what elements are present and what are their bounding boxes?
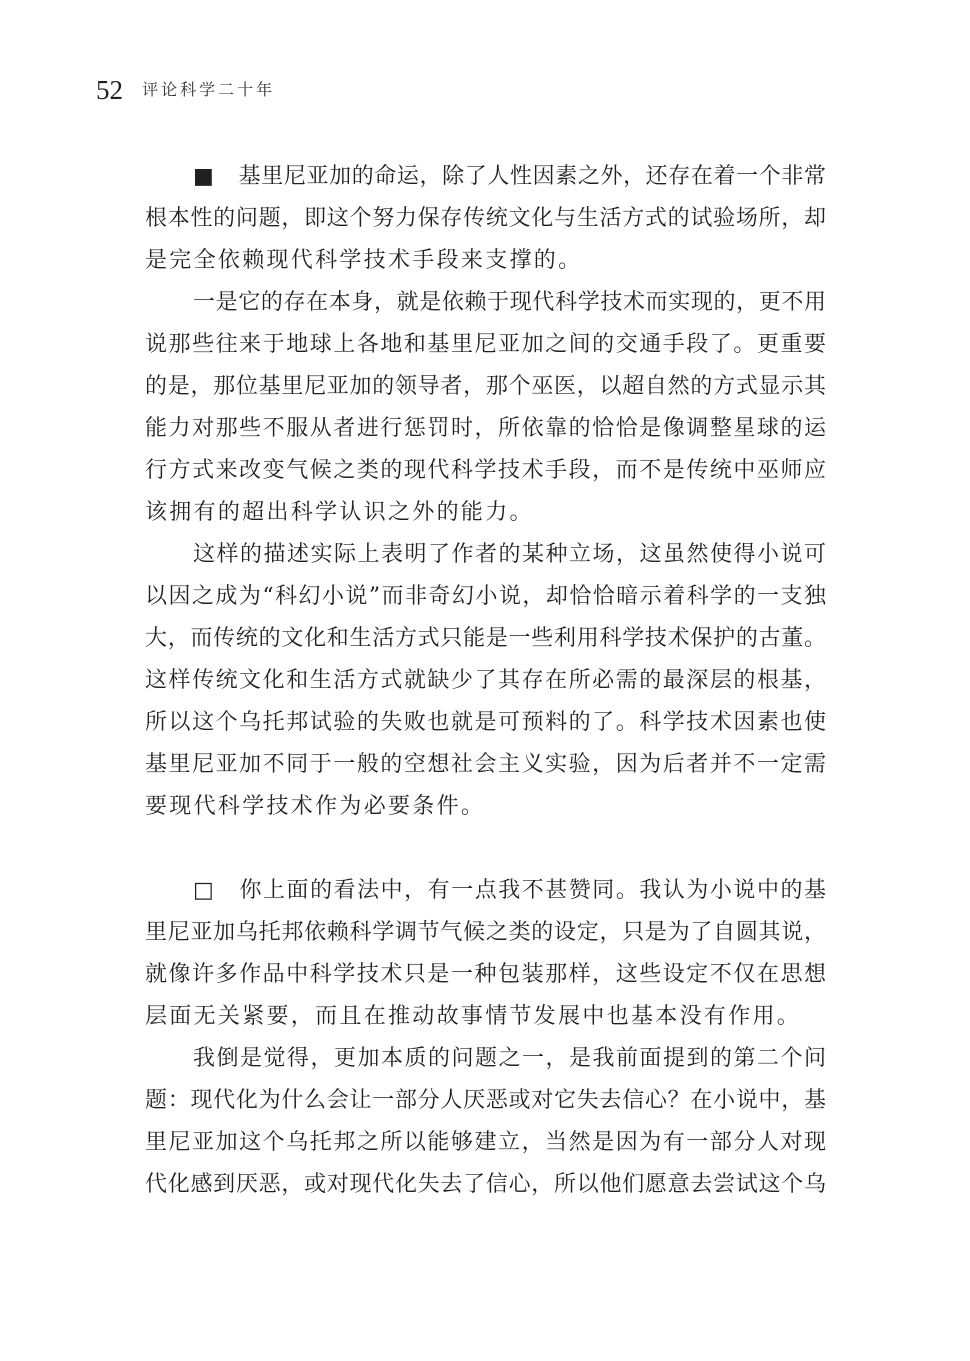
text-line: 根本性的问题，即这个努力保存传统文化与生活方式的试验场所，却: [145, 206, 826, 231]
text-line: 题：现代化为什么会让一部分人厌恶或对它失去信心？在小说中，基: [145, 1088, 826, 1113]
text-line: 要现代科学技术作为必要条件。: [145, 794, 486, 819]
text-line: 里尼亚加乌托邦依赖科学调节气候之类的设定，只是为了自圆其说，: [145, 920, 826, 945]
paragraph: [145, 534, 826, 828]
text-line: 这样传统文化和生活方式就缺少了其存在所必需的最深层的根基，: [145, 668, 826, 693]
text-line: 里尼亚加这个乌托邦之所以能够建立，当然是因为有一部分人对现: [145, 1130, 826, 1155]
text-line: 所以这个乌托邦试验的失败也就是可预料的了。科学技术因素也使: [145, 710, 826, 735]
text-line: 这样的描述实际上表明了作者的某种立场，这虽然使得小说可: [193, 542, 826, 567]
hollow-square-marker: □: [193, 878, 214, 903]
paragraph: [145, 156, 826, 282]
text-line: [145, 156, 826, 198]
text-line-content: 基里尼亚加的命运，除了人性因素之外，还存在着一个非常: [238, 164, 826, 189]
text-line: 层面无关紧要，而且在推动故事情节发展中也基本没有作用。: [145, 1004, 802, 1029]
text-line: [145, 870, 826, 912]
paragraph: [145, 282, 826, 534]
text-line: 基里尼亚加不同于一般的空想社会主义实验，因为后者并不一定需: [145, 752, 826, 777]
page-body: [145, 156, 826, 1206]
text-line: 就像许多作品中科学技术只是一种包装那样，这些设定不仅在思想: [145, 962, 826, 987]
text-line: 我倒是觉得，更加本质的问题之一，是我前面提到的第二个问: [193, 1046, 826, 1071]
text-line-content: 你上面的看法中，有一点我不甚赞同。我认为小说中的基: [238, 878, 826, 903]
paragraph: [145, 1038, 826, 1206]
filled-square-marker: ■: [193, 164, 214, 189]
text-line: 大，而传统的文化和生活方式只能是一些利用科学技术保护的古董。: [145, 626, 826, 651]
text-line: 一是它的存在本身，就是依赖于现代科学技术而实现的，更不用: [193, 290, 826, 315]
text-line: 的是，那位基里尼亚加的领导者，那个巫医，以超自然的方式显示其: [145, 374, 826, 399]
text-line: 说那些往来于地球上各地和基里尼亚加之间的交通手段了。更重要: [145, 332, 826, 357]
hollow-square-speaker-section: [145, 870, 826, 1206]
text-line: 是完全依赖现代科学技术手段来支撑的。: [145, 248, 583, 273]
section-divider-space: [145, 828, 826, 870]
running-header: [96, 72, 275, 106]
filled-square-speaker-section: [145, 156, 826, 828]
running-title: 评论科学二十年: [142, 79, 276, 99]
text-line: 行方式来改变气候之类的现代科学技术手段，而不是传统中巫师应: [145, 458, 826, 483]
paragraph: [145, 870, 826, 1038]
text-line: 代化感到厌恶，或对现代化失去了信心，所以他们愿意去尝试这个乌: [145, 1172, 826, 1197]
page-number: 52: [96, 74, 123, 105]
text-line: 该拥有的超出科学认识之外的能力。: [145, 500, 534, 525]
text-line: 能力对那些不服从者进行惩罚时，所依靠的恰恰是像调整星球的运: [145, 416, 826, 441]
text-line: 以因之成为“科幻小说”而非奇幻小说，却恰恰暗示着科学的一支独: [145, 584, 826, 609]
